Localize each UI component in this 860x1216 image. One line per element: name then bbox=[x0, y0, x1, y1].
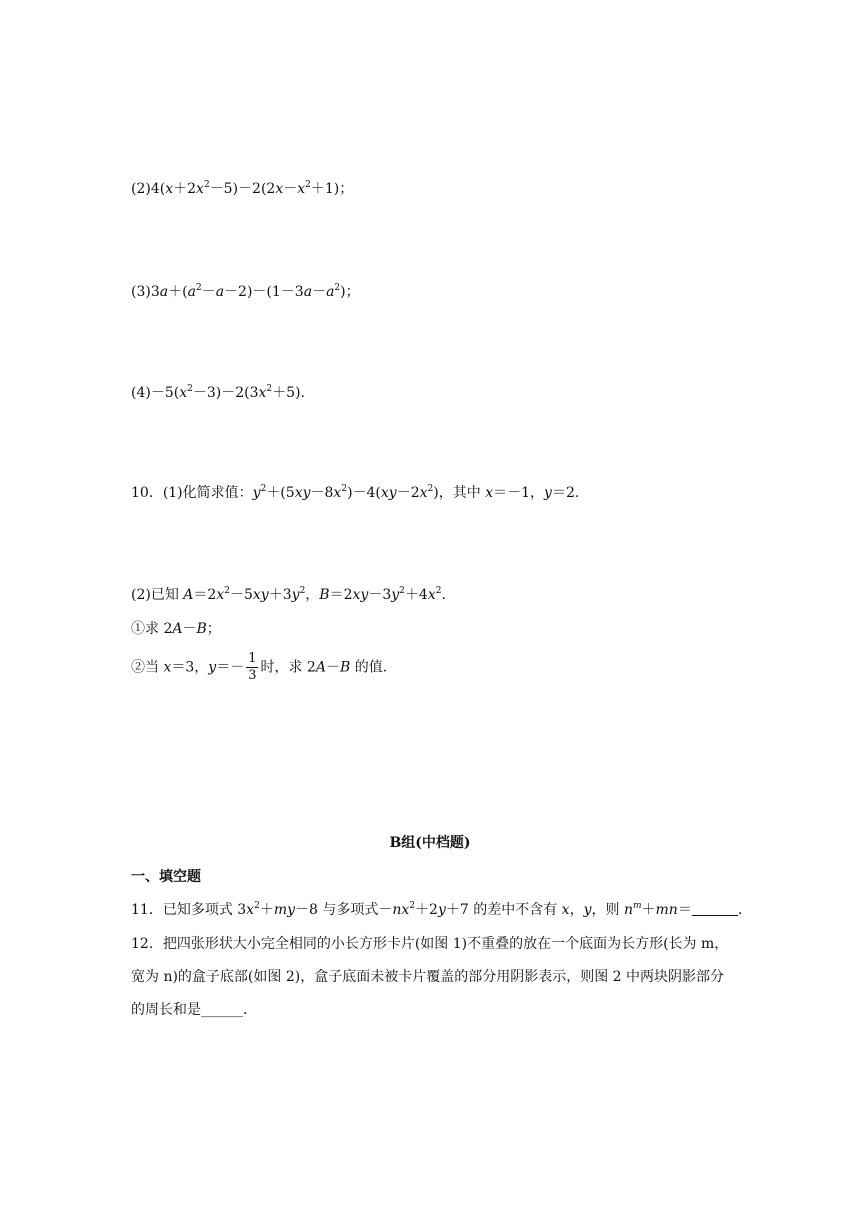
problem-9-4: $(4)-5(x^2-3)-2(3x^2+5)$. bbox=[131, 384, 305, 401]
problem-11: 11．已知多项式 $3x^2+my-8$ 与多项式$-nx^2+2y+7$ 的差中不含有 x，y，则 $n^m+mn=$ . bbox=[131, 901, 743, 918]
problem-10-2-b: ②当 x＝3，y＝－ $\frac{1}{3}$ 时，求 2A－B 的值. bbox=[131, 651, 388, 683]
problem-9-2: $(2)4(x+2x^2-5)-2(2x-x^2+1)$； bbox=[131, 180, 354, 197]
problem-10-1: 10．(1)化简求值：$y^2+(5xy-8x^2)-4(xy-2x^2)$，其中 x＝－1，y＝2. bbox=[131, 484, 580, 501]
problem-10-2: (2)已知 $A=2x^2-5xy+3y^2$，$B=2xy-3y^2+4x^2$. bbox=[131, 586, 446, 603]
problem-9-3: $(3)3a+(a^2-a-2)-(1-3a-a^2)$； bbox=[131, 283, 360, 300]
group-b-title: B组(中档题) bbox=[389, 835, 471, 851]
fraction-one-third: $\frac{1}{3}$ bbox=[248, 651, 257, 683]
problem-10-2-a: ①求 2A－B； bbox=[131, 621, 221, 637]
answer-blank bbox=[692, 902, 738, 916]
section-fill-blank-title: 一、填空题 bbox=[131, 869, 201, 885]
problem-12: 12．把四张形状大小完全相同的小长方形卡片(如图 1)不重叠的放在一个底面为长方形(长为 m，宽为 n)的盒子底部(如图 2)，盒子底面未被卡片覆盖的部分用阴影表示，则图 2 中两块阴影部分的周长和是______. bbox=[131, 936, 729, 1018]
